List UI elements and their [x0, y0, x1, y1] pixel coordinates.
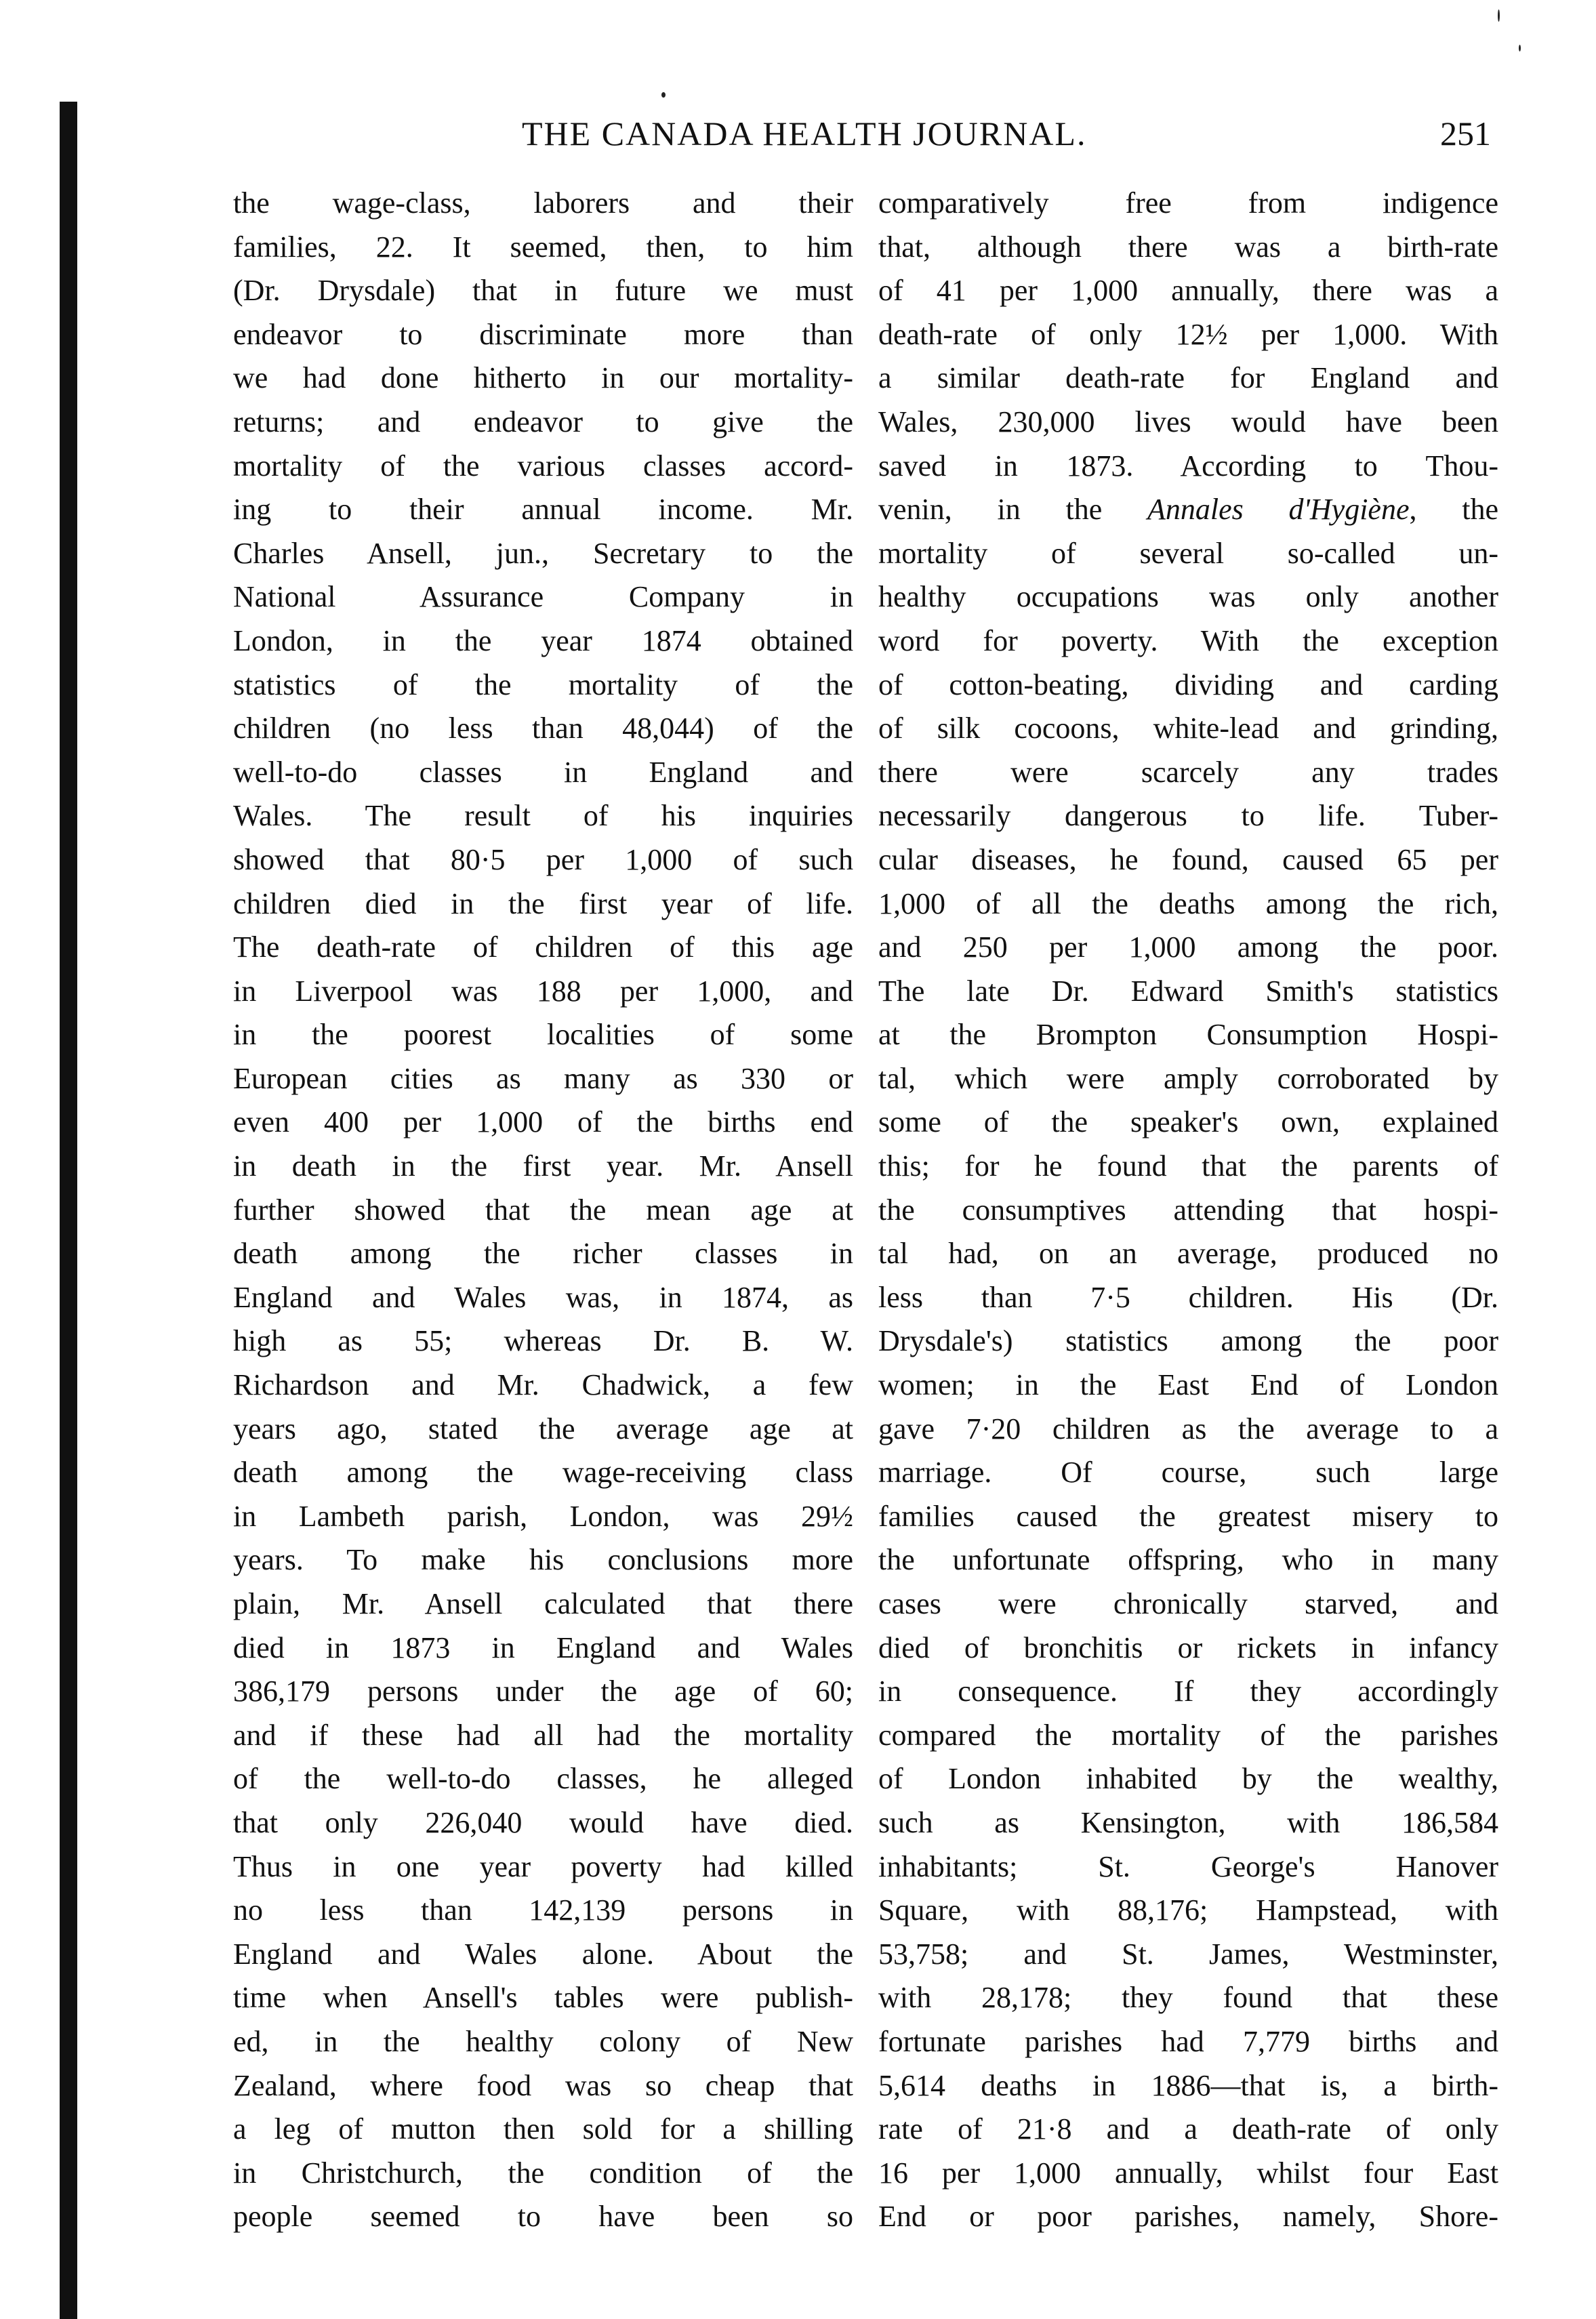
text-line: we had done hitherto in our mortality-	[233, 361, 853, 395]
scan-speck	[1498, 9, 1500, 22]
scan-speck	[1519, 45, 1521, 52]
text-line: in death in the first year. Mr. Ansell	[233, 1149, 853, 1183]
text-line: a similar death-rate for England and	[878, 361, 1498, 395]
text-line: Charles Ansell, jun., Secretary to the	[233, 536, 853, 570]
text-line: showed that 80·5 per 1,000 of such	[233, 842, 853, 876]
text-line: years. To make his conclusions more	[233, 1543, 853, 1577]
text-line: the wage-class, laborers and their	[233, 186, 853, 220]
text-line: of cotton-beating, dividing and carding	[878, 668, 1498, 701]
text-line: England and Wales was, in 1874, as	[233, 1280, 853, 1314]
text-line: Square, with 88,176; Hampstead, with	[878, 1893, 1498, 1927]
text-line: even 400 per 1,000 of the births end	[233, 1105, 853, 1139]
text-line: London, in the year 1874 obtained	[233, 623, 853, 657]
text-line: ed, in the healthy colony of New	[233, 2024, 853, 2058]
scan-speck	[661, 92, 666, 98]
text-line: and 250 per 1,000 among the poor.	[878, 930, 1498, 964]
text-line: European cities as many as 330 or	[233, 1061, 853, 1095]
text-line: necessarily dangerous to life. Tuber-	[878, 799, 1498, 833]
text-line: families, 22. It seemed, then, to him	[233, 230, 853, 264]
text-line: no less than 142,139 persons in	[233, 1893, 853, 1927]
text-line: comparatively free from indigence	[878, 186, 1498, 220]
text-line: The death-rate of children of this age	[233, 930, 853, 964]
text-line: of the well-to-do classes, he alleged	[233, 1762, 853, 1796]
text-line: statistics of the mortality of the	[233, 668, 853, 701]
text-line: in Lambeth parish, London, was 29½	[233, 1499, 853, 1533]
text-line: there were scarcely any trades	[878, 755, 1498, 789]
text-line: compared the mortality of the parishes	[878, 1718, 1498, 1752]
text-line: returns; and endeavor to give the	[233, 405, 853, 438]
text-line: healthy occupations was only another	[878, 580, 1498, 614]
text-line: in Liverpool was 188 per 1,000, and	[233, 974, 853, 1008]
text-line: in the poorest localities of some	[233, 1018, 853, 1052]
text-line: cases were chronically starved, and	[878, 1587, 1498, 1620]
text-line: Drysdale's) statistics among the poor	[878, 1324, 1498, 1358]
text-line: 386,179 persons under the age of 60;	[233, 1675, 853, 1708]
text-line: Richardson and Mr. Chadwick, a few	[233, 1368, 853, 1402]
text-line: a leg of mutton then sold for a shilling	[233, 2112, 853, 2146]
text-line: of 41 per 1,000 annually, there was a	[878, 274, 1498, 308]
page-number: 251	[1440, 115, 1491, 152]
text-line: National Assurance Company in	[233, 580, 853, 614]
text-line: marriage. Of course, such large	[878, 1456, 1498, 1490]
text-line: mortality of the various classes accord-	[233, 449, 853, 483]
text-line: women; in the East End of London	[878, 1368, 1498, 1402]
text-line: Zealand, where food was so cheap that	[233, 2068, 853, 2102]
text-line: gave 7·20 children as the average to a	[878, 1412, 1498, 1445]
text-line: 1,000 of all the deaths among the rich,	[878, 886, 1498, 920]
text-line: 16 per 1,000 annually, whilst four East	[878, 2156, 1498, 2190]
text-line: died in 1873 in England and Wales	[233, 1630, 853, 1664]
text-line: 53,758; and St. James, Westminster,	[878, 1937, 1498, 1971]
text-line: this; for he found that the parents of	[878, 1149, 1498, 1183]
text-line: death among the richer classes in	[233, 1237, 853, 1271]
text-line: children (no less than 48,044) of the	[233, 712, 853, 745]
text-line: and if these had all had the mortality	[233, 1718, 853, 1752]
page-header	[230, 114, 1491, 168]
text-line: cular diseases, he found, caused 65 per	[878, 842, 1498, 876]
text-line: people seemed to have been so	[233, 2200, 853, 2234]
text-line: Wales. The result of his inquiries	[233, 799, 853, 833]
text-line: years ago, stated the average age at	[233, 1412, 853, 1445]
text-line: endeavor to discriminate more than	[233, 317, 853, 351]
text-line: 5,614 deaths in 1886—that is, a birth-	[878, 2068, 1498, 2102]
text-line: ing to their annual income. Mr.	[233, 493, 853, 527]
right-column	[878, 182, 1498, 2239]
text-line: venin, in the Annales d'Hygiène, the	[878, 493, 1498, 527]
text-line: some of the speaker's own, explained	[878, 1105, 1498, 1139]
text-line: well-to-do classes in England and	[233, 755, 853, 789]
text-line: End or poor parishes, namely, Shore-	[878, 2200, 1498, 2234]
text-line: fortunate parishes had 7,779 births and	[878, 2024, 1498, 2058]
text-line: England and Wales alone. About the	[233, 1937, 853, 1971]
text-line: such as Kensington, with 186,584	[878, 1805, 1498, 1839]
text-line: the consumptives attending that hospi-	[878, 1193, 1498, 1227]
text-line: Thus in one year poverty had killed	[233, 1849, 853, 1883]
text-line: (Dr. Drysdale) that in future we must	[233, 274, 853, 308]
text-line: that, although there was a birth-rate	[878, 230, 1498, 264]
italic-title: Annales d'Hygiène	[1147, 493, 1410, 527]
text-line: children died in the first year of life.	[233, 886, 853, 920]
text-line: less than 7·5 children. His (Dr.	[878, 1280, 1498, 1314]
text-line: with 28,178; they found that these	[878, 1981, 1498, 2015]
text-line: death-rate of only 12½ per 1,000. With	[878, 317, 1498, 351]
text-line: plain, Mr. Ansell calculated that there	[233, 1587, 853, 1620]
left-column	[233, 182, 853, 2239]
text-line: rate of 21·8 and a death-rate of only	[878, 2112, 1498, 2146]
text-line: tal, which were amply corroborated by	[878, 1061, 1498, 1095]
text-line: of silk cocoons, white-lead and grinding,	[878, 712, 1498, 745]
text-line: the unfortunate offspring, who in many	[878, 1543, 1498, 1577]
text-line: tal had, on an average, produced no	[878, 1237, 1498, 1271]
text-line: mortality of several so-called un-	[878, 536, 1498, 570]
text-line: in Christchurch, the condition of the	[233, 2156, 853, 2190]
text-line: death among the wage-receiving class	[233, 1456, 853, 1490]
text-line: at the Brompton Consumption Hospi-	[878, 1018, 1498, 1052]
running-title: THE CANADA HEALTH JOURNAL.	[522, 115, 1087, 152]
text-line: further showed that the mean age at	[233, 1193, 853, 1227]
text-line: time when Ansell's tables were publish-	[233, 1981, 853, 2015]
text-line: that only 226,040 would have died.	[233, 1805, 853, 1839]
text-line: The late Dr. Edward Smith's statistics	[878, 974, 1498, 1008]
text-line: died of bronchitis or rickets in infancy	[878, 1630, 1498, 1664]
text-line: Wales, 230,000 lives would have been	[878, 405, 1498, 438]
text-line: word for poverty. With the exception	[878, 623, 1498, 657]
text-line: of London inhabited by the wealthy,	[878, 1762, 1498, 1796]
scan-binding-edge	[60, 102, 77, 2319]
text-line: inhabitants; St. George's Hanover	[878, 1849, 1498, 1883]
text-line: saved in 1873. According to Thou-	[878, 449, 1498, 483]
text-line: high as 55; whereas Dr. B. W.	[233, 1324, 853, 1358]
text-line: in consequence. If they accordingly	[878, 1675, 1498, 1708]
text-line: families caused the greatest misery to	[878, 1499, 1498, 1533]
